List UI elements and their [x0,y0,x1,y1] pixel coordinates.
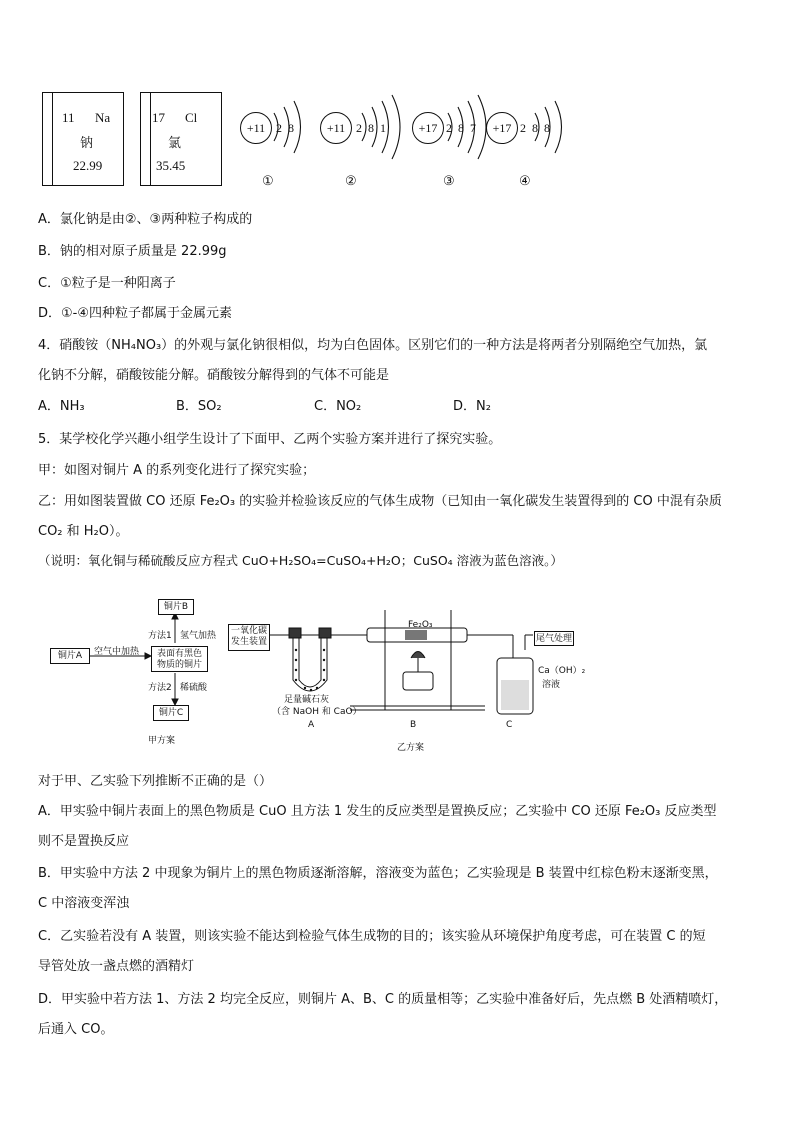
q5-question: 对于甲、乙实验下列推断不正确的是（） [38,774,273,789]
element-name: 钠 [80,136,94,151]
copper-c-box: 铜片C [153,705,189,721]
method2-label: 方法2 [148,683,172,693]
solution-label: 溶液 [542,680,561,690]
option-d: D．①-④四种粒子都属于金属元素 [38,306,233,321]
fe2o3-label: Fe₂O₃ [408,620,433,630]
nucleus: +11 [320,112,352,144]
caoh2-label: Ca（OH）₂ [538,666,586,676]
shell-electrons: 2 8 7 [446,121,476,135]
option-b: B．钠的相对原子质量是 22.99g [38,244,227,259]
particle-label: ③ [443,173,455,188]
method1-label: 方法1 [148,631,172,641]
element-symbol: Cl [185,110,198,125]
element-symbol: Na [95,110,111,125]
q4-stem-line1: 4．硝酸铵（NH₄NO₃）的外观与氯化钠很相似，均为白色固体。区别它们的一种方法是将两者分别隔绝空气加热，氯 [38,338,708,353]
option-c: C．①粒子是一种阳离子 [38,276,176,291]
q5-option-b-line2: C 中溶液变浑浊 [38,896,130,911]
copper-b-box: 铜片B [158,599,194,615]
q5-intro: 5．某学校化学兴趣小组学生设计了下面甲、乙两个实验方案并进行了探究实验。 [38,432,502,447]
nucleus: +17 [412,112,444,144]
atomic-number: 11 [62,110,75,125]
nucleus: +17 [486,112,518,144]
q5-option-d-line1: D．甲实验中若方法 1、方法 2 均完全反应，则铜片 A、B、C 的质量相等；乙实验中准备好后，先点燃 B 处酒精喷灯， [38,992,728,1007]
copper-a-box: 铜片A [50,648,90,664]
q5-jia: 甲：如图对铜片 A 的系列变化进行了探究实验； [38,463,316,478]
soda-lime-label: 足量碱石灰 [284,695,330,705]
q5-note: （说明：氧化铜与稀硫酸反应方程式 CuO+H₂SO₄=CuSO₄+H₂O；CuSO₄ 溶液为蓝色溶液。） [38,553,563,568]
black-copper-box: 表面有黑色物质的铜片 [151,646,208,672]
yi-caption: 乙方案 [397,743,425,753]
particle-label: ① [262,173,274,188]
particle-label: ④ [519,173,531,188]
shell-electrons: 2 8 1 [356,121,386,135]
atomic-mass: 35.45 [156,158,186,173]
particle-label: ② [345,173,357,188]
tail-gas-box: 尾气处理 [534,631,574,646]
q5-yi-line1: 乙：用如图装置做 CO 还原 Fe₂O₃ 的实验并检验该反应的气体生成物（已知由一氧化碳发生装置得到的 CO 中混有杂质 [38,494,722,509]
q5-option-c-line2: 导管处放一盏点燃的酒精灯 [38,959,195,974]
nucleus: +11 [240,112,272,144]
jia-caption: 甲方案 [148,736,176,746]
dilute-acid-label: 稀硫酸 [180,683,208,693]
q5-option-d-line2: 后通入 CO。 [38,1022,114,1037]
hydrogen-heat-label: 氢气加热 [180,631,217,641]
apparatus-c-label: C [506,720,513,730]
q4-option-a: A．NH₃ [38,399,85,414]
co-generator-box: 一氧化碳发生装置 [228,624,270,651]
shell-electrons: 2 8 [276,121,294,135]
option-a: A．氯化钠是由②、③两种粒子构成的 [38,212,253,227]
q5-option-a-line2: 则不是置换反应 [38,834,130,849]
apparatus-a-label: A [308,720,315,730]
soda-lime-note: （含 NaOH 和 CaO） [272,707,362,717]
q4-option-b: B．SO₂ [176,399,222,414]
element-name: 氯 [168,136,182,151]
atomic-number: 17 [152,110,165,125]
air-heat-label: 空气中加热 [94,647,140,657]
q4-option-d: D．N₂ [453,399,491,414]
shell-electrons: 2 8 8 [520,121,550,135]
atomic-mass: 22.99 [73,158,103,173]
q5-option-b-line1: B．甲实验中方法 2 中现象为铜片上的黑色物质逐渐溶解，溶液变为蓝色；乙实验现是 B 装置中红棕色粉末逐渐变黑， [38,866,718,881]
q5-option-a-line1: A．甲实验中铜片表面上的黑色物质是 CuO 且方法 1 发生的反应类型是置换反应；乙实验中 CO 还原 Fe₂O₃ 反应类型 [38,804,717,819]
q4-option-c: C．NO₂ [314,399,362,414]
q4-stem-line2: 化钠不分解，硝酸铵能分解。硝酸铵分解得到的气体不可能是 [38,368,390,383]
q5-option-c-line1: C．乙实验若没有 A 装置，则该实验不能达到检验气体生成物的目的；该实验从环境保护角度考虑，可在装置 C 的短 [38,929,706,944]
apparatus-b-label: B [410,720,417,730]
q5-yi-line2: CO₂ 和 H₂O）。 [38,524,129,539]
